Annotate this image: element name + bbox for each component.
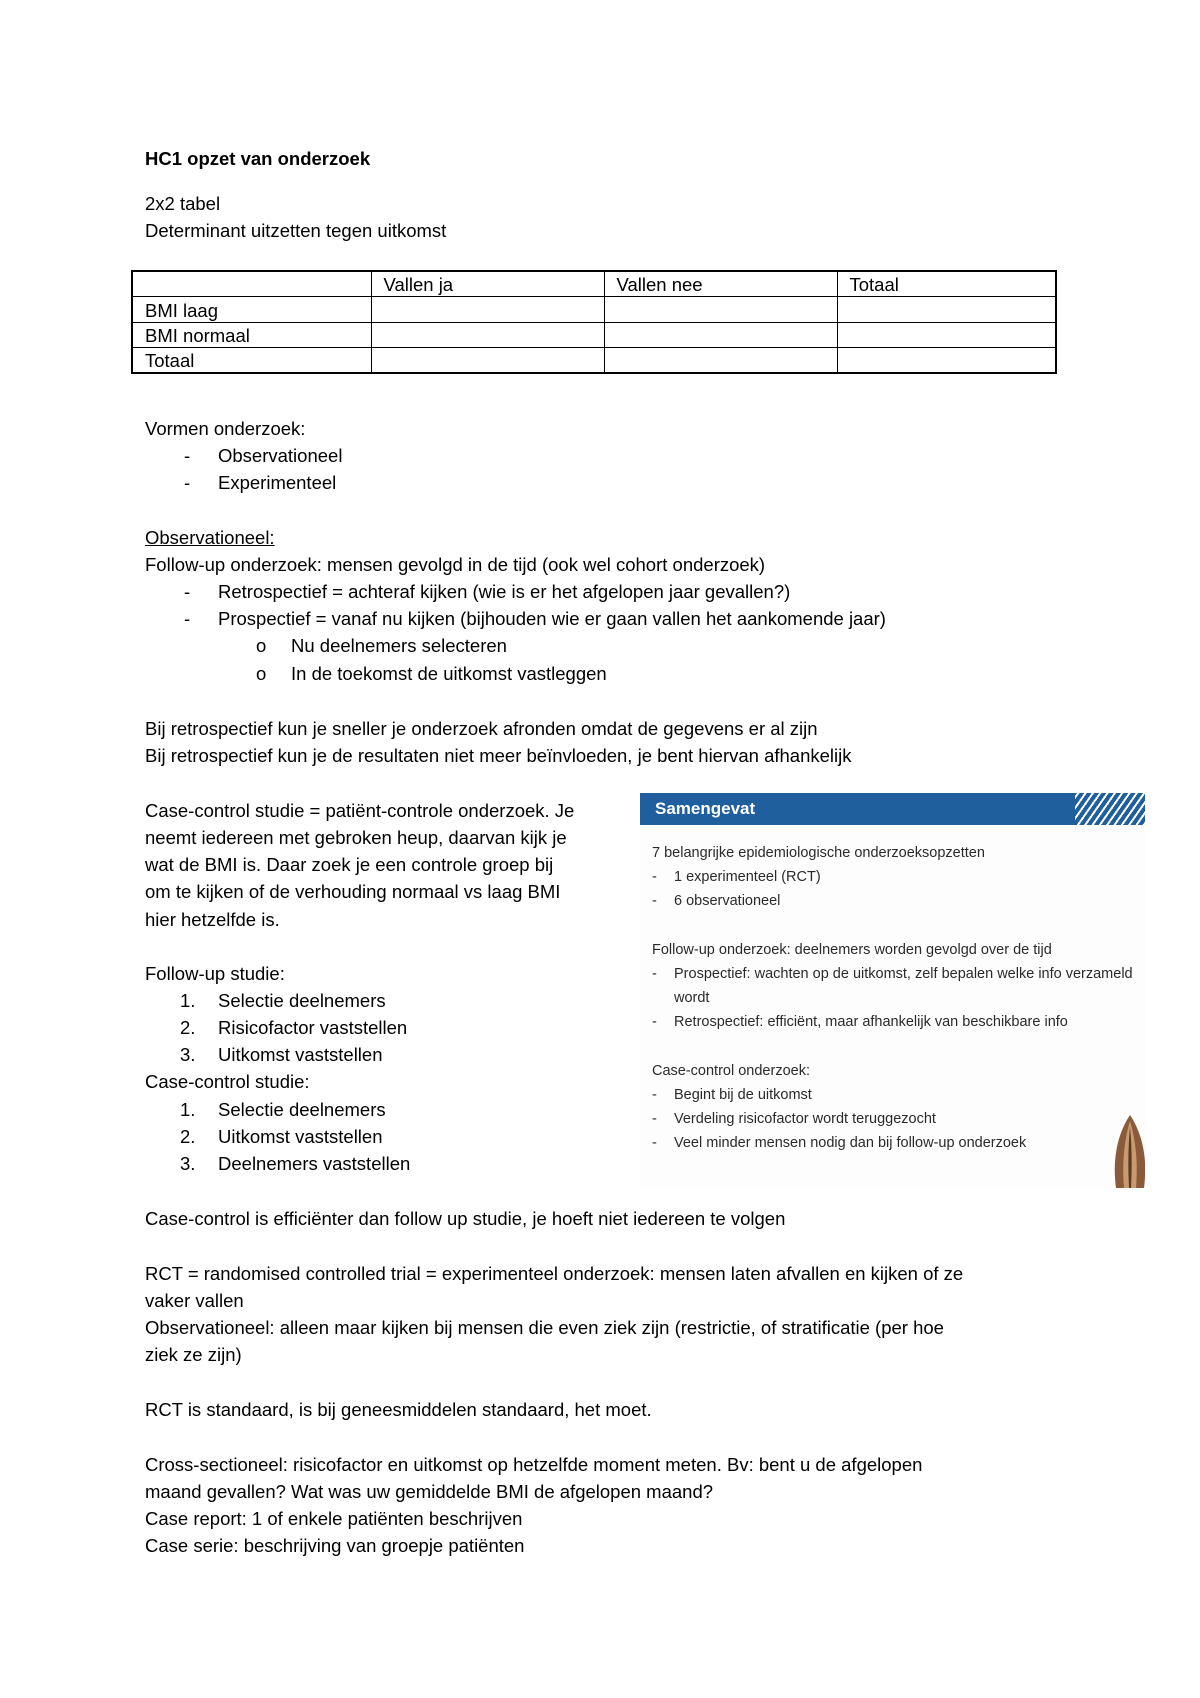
list-item: Prospectief = vanaf nu kijken (bijhouden wie er gaan vallen het aankomende jaar) <box>218 608 886 629</box>
closing-line: Case-control is efficiënter dan follow up studie, je hoeft niet iedereen te volgen <box>145 1208 786 1229</box>
slide-dash: - <box>652 1111 657 1127</box>
seed-pod-icon <box>1110 1113 1145 1188</box>
list-item: Uitkomst vaststellen <box>218 1126 383 1147</box>
list-item: Retrospectief = achteraf kijken (wie is er het afgelopen jaar gevallen?) <box>218 581 791 602</box>
slide-line: Follow-up onderzoek: deelnemers worden gevolgd over de tijd <box>652 942 1052 958</box>
slide-dash: - <box>652 966 657 982</box>
table-cell <box>604 297 837 323</box>
slide-line: Veel minder mensen nodig dan bij follow-up onderzoek <box>674 1135 1027 1151</box>
table-cell: BMI laag <box>132 297 371 323</box>
slide-line: 6 observationeel <box>674 893 781 909</box>
slide-dash: - <box>652 893 657 909</box>
closing-line: Observationeel: alleen maar kijken bij mensen die even ziek zijn (restrictie, of stratificatie (per hoe <box>145 1317 944 1338</box>
list-dash: - <box>184 445 191 466</box>
case-control-text-line: om te kijken of de verhouding normaal vs laag BMI <box>145 881 561 902</box>
slide-line: Verdeling risicofactor wordt teruggezocht <box>674 1111 936 1127</box>
list-item: Selectie deelnemers <box>218 990 386 1011</box>
stripes-decoration <box>1075 793 1145 825</box>
list-item: Experimenteel <box>218 472 337 493</box>
slide-line: Begint bij de uitkomst <box>674 1087 812 1103</box>
closing-line: RCT is standaard, is bij geneesmiddelen standaard, het moet. <box>145 1399 652 1420</box>
retro-note-1: Bij retrospectief kun je sneller je onderzoek afronden omdat de gegevens er al zijn <box>145 718 818 739</box>
slide-dash: - <box>652 1135 657 1151</box>
slide-title: Samengevat <box>655 799 756 818</box>
list-number: 2. <box>180 1126 196 1147</box>
list-dash: - <box>184 472 191 493</box>
case-control-text-line: neemt iedereen met gebroken heup, daarvan kijk je <box>145 827 567 848</box>
slide-line: 7 belangrijke epidemiologische onderzoeksopzetten <box>652 845 985 861</box>
list-item: Uitkomst vaststellen <box>218 1044 383 1065</box>
table-cell <box>371 297 604 323</box>
table-cell <box>837 348 1056 374</box>
slide-line: Prospectief: wachten op de uitkomst, zelf bepalen welke info verzameld <box>674 966 1133 982</box>
retro-note-2: Bij retrospectief kun je de resultaten niet meer beïnvloeden, je bent hiervan afhankelijk <box>145 745 852 766</box>
followup-line: Follow-up onderzoek: mensen gevolgd in de tijd (ook wel cohort onderzoek) <box>145 554 766 575</box>
list-dash: - <box>184 608 191 629</box>
intro-line-2: Determinant uitzetten tegen uitkomst <box>145 220 447 241</box>
list-circle: o <box>256 663 267 684</box>
table-cell <box>371 348 604 374</box>
table-cell <box>837 322 1056 348</box>
slide-line: 1 experimenteel (RCT) <box>674 869 821 885</box>
list-item: Selectie deelnemers <box>218 1099 386 1120</box>
case-control-text-line: hier hetzelfde is. <box>145 909 280 930</box>
list-item: Deelnemers vaststellen <box>218 1153 411 1174</box>
table-cell: Totaal <box>132 348 371 374</box>
closing-line: Case serie: beschrijving van groepje patiënten <box>145 1535 525 1556</box>
list-number: 1. <box>180 1099 196 1120</box>
case-control-text-line: wat de BMI is. Daar zoek je een controle groep bij <box>145 854 554 875</box>
table-cell <box>132 271 371 297</box>
case-control-text-line: Case-control studie = patiënt-controle onderzoek. Je <box>145 800 575 821</box>
slide-dash: - <box>652 869 657 885</box>
table-row <box>132 348 1056 374</box>
summary-slide-image <box>640 793 1145 1188</box>
list-item: Observationeel <box>218 445 343 466</box>
closing-line: Case report: 1 of enkele patiënten beschrijven <box>145 1508 523 1529</box>
table-row <box>132 322 1056 348</box>
table-cell: Vallen ja <box>371 271 604 297</box>
closing-line: vaker vallen <box>145 1290 244 1311</box>
slide-dash: - <box>652 1014 657 1030</box>
table-cell: Vallen nee <box>604 271 837 297</box>
slide-line: Case-control onderzoek: <box>652 1063 810 1079</box>
closing-line: ziek ze zijn) <box>145 1344 242 1365</box>
list-subitem: Nu deelnemers selecteren <box>291 635 507 656</box>
table-header-row <box>132 271 1056 297</box>
table-cell <box>604 322 837 348</box>
list-subitem: In de toekomst de uitkomst vastleggen <box>291 663 607 684</box>
list-dash: - <box>184 581 191 602</box>
list-number: 2. <box>180 1017 196 1038</box>
casecontrol-study-heading: Case-control studie: <box>145 1071 310 1092</box>
table-cell: BMI normaal <box>132 322 371 348</box>
slide-dash: - <box>652 1087 657 1103</box>
slide-line: Retrospectief: efficiënt, maar afhankelijk van beschikbare info <box>674 1014 1068 1030</box>
list-number: 1. <box>180 990 196 1011</box>
table-cell <box>604 348 837 374</box>
list-circle: o <box>256 635 267 656</box>
closing-line: maand gevallen? Wat was uw gemiddelde BMI de afgelopen maand? <box>145 1481 714 1502</box>
closing-line: Cross-sectioneel: risicofactor en uitkomst op hetzelfde moment meten. Bv: bent u de afgelopen <box>145 1454 923 1475</box>
slide-line: wordt <box>674 990 710 1006</box>
table-cell <box>837 297 1056 323</box>
observational-heading: Observationeel: <box>145 527 275 548</box>
list-item: Risicofactor vaststellen <box>218 1017 408 1038</box>
list-number: 3. <box>180 1153 196 1174</box>
closing-line: RCT = randomised controlled trial = experimenteel onderzoek: mensen laten afvallen en kijken of ze <box>145 1263 964 1284</box>
intro-line-1: 2x2 tabel <box>145 193 221 214</box>
list-number: 3. <box>180 1044 196 1065</box>
table-cell: Totaal <box>837 271 1056 297</box>
page-title: HC1 opzet van onderzoek <box>145 148 371 169</box>
two-by-two-table <box>131 270 1057 374</box>
forms-heading: Vormen onderzoek: <box>145 418 306 439</box>
table-row <box>132 297 1056 323</box>
followup-study-heading: Follow-up studie: <box>145 963 285 984</box>
slide-title-bar <box>640 793 1145 825</box>
table-cell <box>371 322 604 348</box>
